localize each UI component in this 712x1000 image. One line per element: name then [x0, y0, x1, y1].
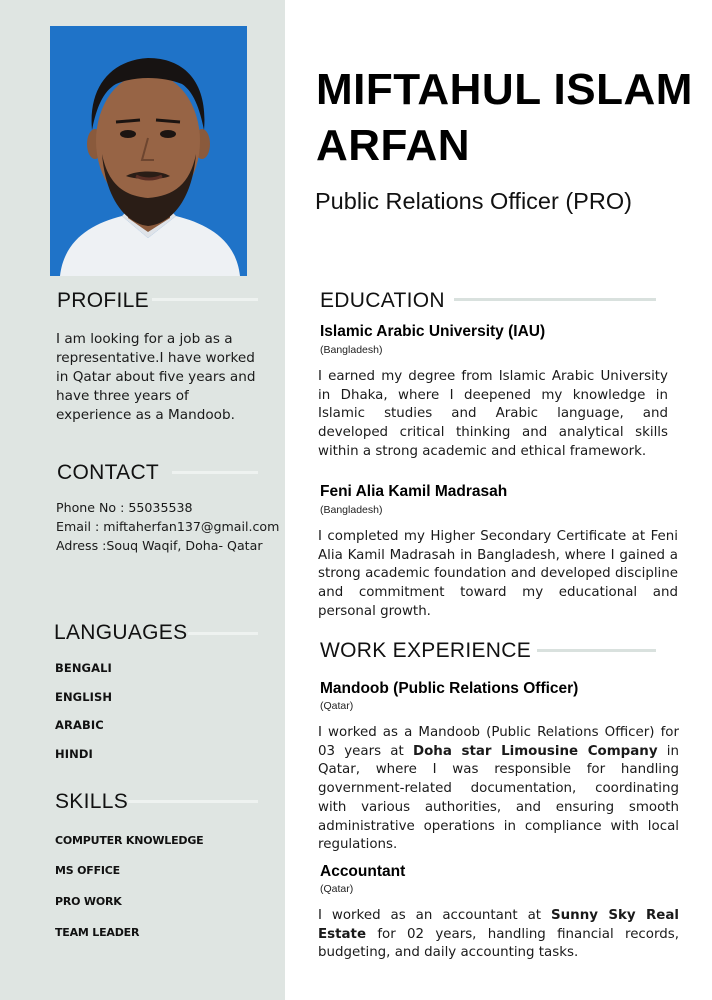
phone-text: Phone No : 55035538 — [56, 500, 193, 515]
work-description-text: for 02 years, handling financial records, budgeting, and daily accounting tasks. — [318, 926, 679, 961]
education-description: I completed my Higher Secondary Certificate at Feni Alia Kamil Madrasah in Bangladesh, where I gained a strong academic foundation and developed discipline and commitment toward my educational and personal growth. — [318, 529, 678, 619]
work-location: (Qatar) — [320, 883, 354, 895]
company-name: Sunny Sky Real Estate — [318, 908, 679, 942]
profile-photo — [50, 26, 247, 276]
work-location: (Qatar) — [320, 700, 354, 712]
skill-item: PRO WORK — [55, 895, 122, 908]
work-title: Accountant — [320, 863, 406, 880]
education-heading: EDUCATION — [320, 289, 445, 312]
full-name: MIFTAHUL ISLAM ARFAN — [316, 65, 693, 170]
contact-details — [56, 498, 279, 555]
email-text: Email : miftaherfan137@gmail.com — [56, 519, 280, 534]
language-item: ARABIC — [55, 718, 104, 732]
contact-divider — [172, 471, 258, 474]
skills-heading: SKILLS — [55, 790, 129, 813]
skill-item: TEAM LEADER — [55, 926, 140, 939]
language-item: ENGLISH — [55, 690, 113, 704]
sidebar — [0, 0, 285, 1000]
language-item: HINDI — [55, 747, 93, 761]
skills-divider — [128, 800, 258, 803]
work-heading: WORK EXPERIENCE — [320, 639, 532, 662]
languages-heading: LANGUAGES — [54, 621, 188, 644]
work-description-text: I worked as a Mandoob (Public Relations Officer) for 03 years at — [318, 725, 679, 759]
education-title: Islamic Arabic University (IAU) — [320, 323, 546, 340]
work-divider — [537, 649, 656, 652]
education-description: I earned my degree from Islamic Arabic University in Dhaka, where I deepened my knowledge in Islamic studies and Arabic language, and developed critical thinking and analytical skills within a strong academic and ethical framework. — [318, 369, 668, 459]
work-description — [318, 907, 679, 963]
profile-text: I am looking for a job as a representative.I have worked in Qatar about five years and have three years of experience as a Mandoob. — [56, 331, 256, 423]
education-divider — [454, 298, 656, 301]
education-location: (Bangladesh) — [320, 344, 383, 356]
work-description-text: in Qatar, where I was responsible for handling government-related documentation, coordinating with various authorities, and ensuring smooth administrative operations in compliance with local regulations. — [318, 743, 679, 853]
job-title: Public Relations Officer (PRO) — [315, 188, 632, 214]
portrait-image — [50, 26, 247, 276]
education-location: (Bangladesh) — [320, 504, 383, 516]
work-description-text: I worked as an accountant at — [318, 908, 551, 923]
work-description — [318, 724, 679, 855]
company-name: Doha star Limousine Company — [412, 743, 658, 759]
address-text: Adress :Souq Waqif, Doha- Qatar — [56, 538, 263, 553]
work-title: Mandoob (Public Relations Officer) — [320, 680, 579, 697]
skill-item: MS OFFICE — [55, 864, 120, 877]
languages-divider — [188, 632, 258, 635]
contact-heading: CONTACT — [57, 461, 160, 484]
profile-divider — [152, 298, 258, 301]
skill-item: COMPUTER KNOWLEDGE — [55, 834, 204, 847]
education-title: Feni Alia Kamil Madrasah — [320, 483, 508, 500]
language-item: BENGALI — [55, 661, 112, 675]
profile-heading: PROFILE — [57, 289, 149, 312]
